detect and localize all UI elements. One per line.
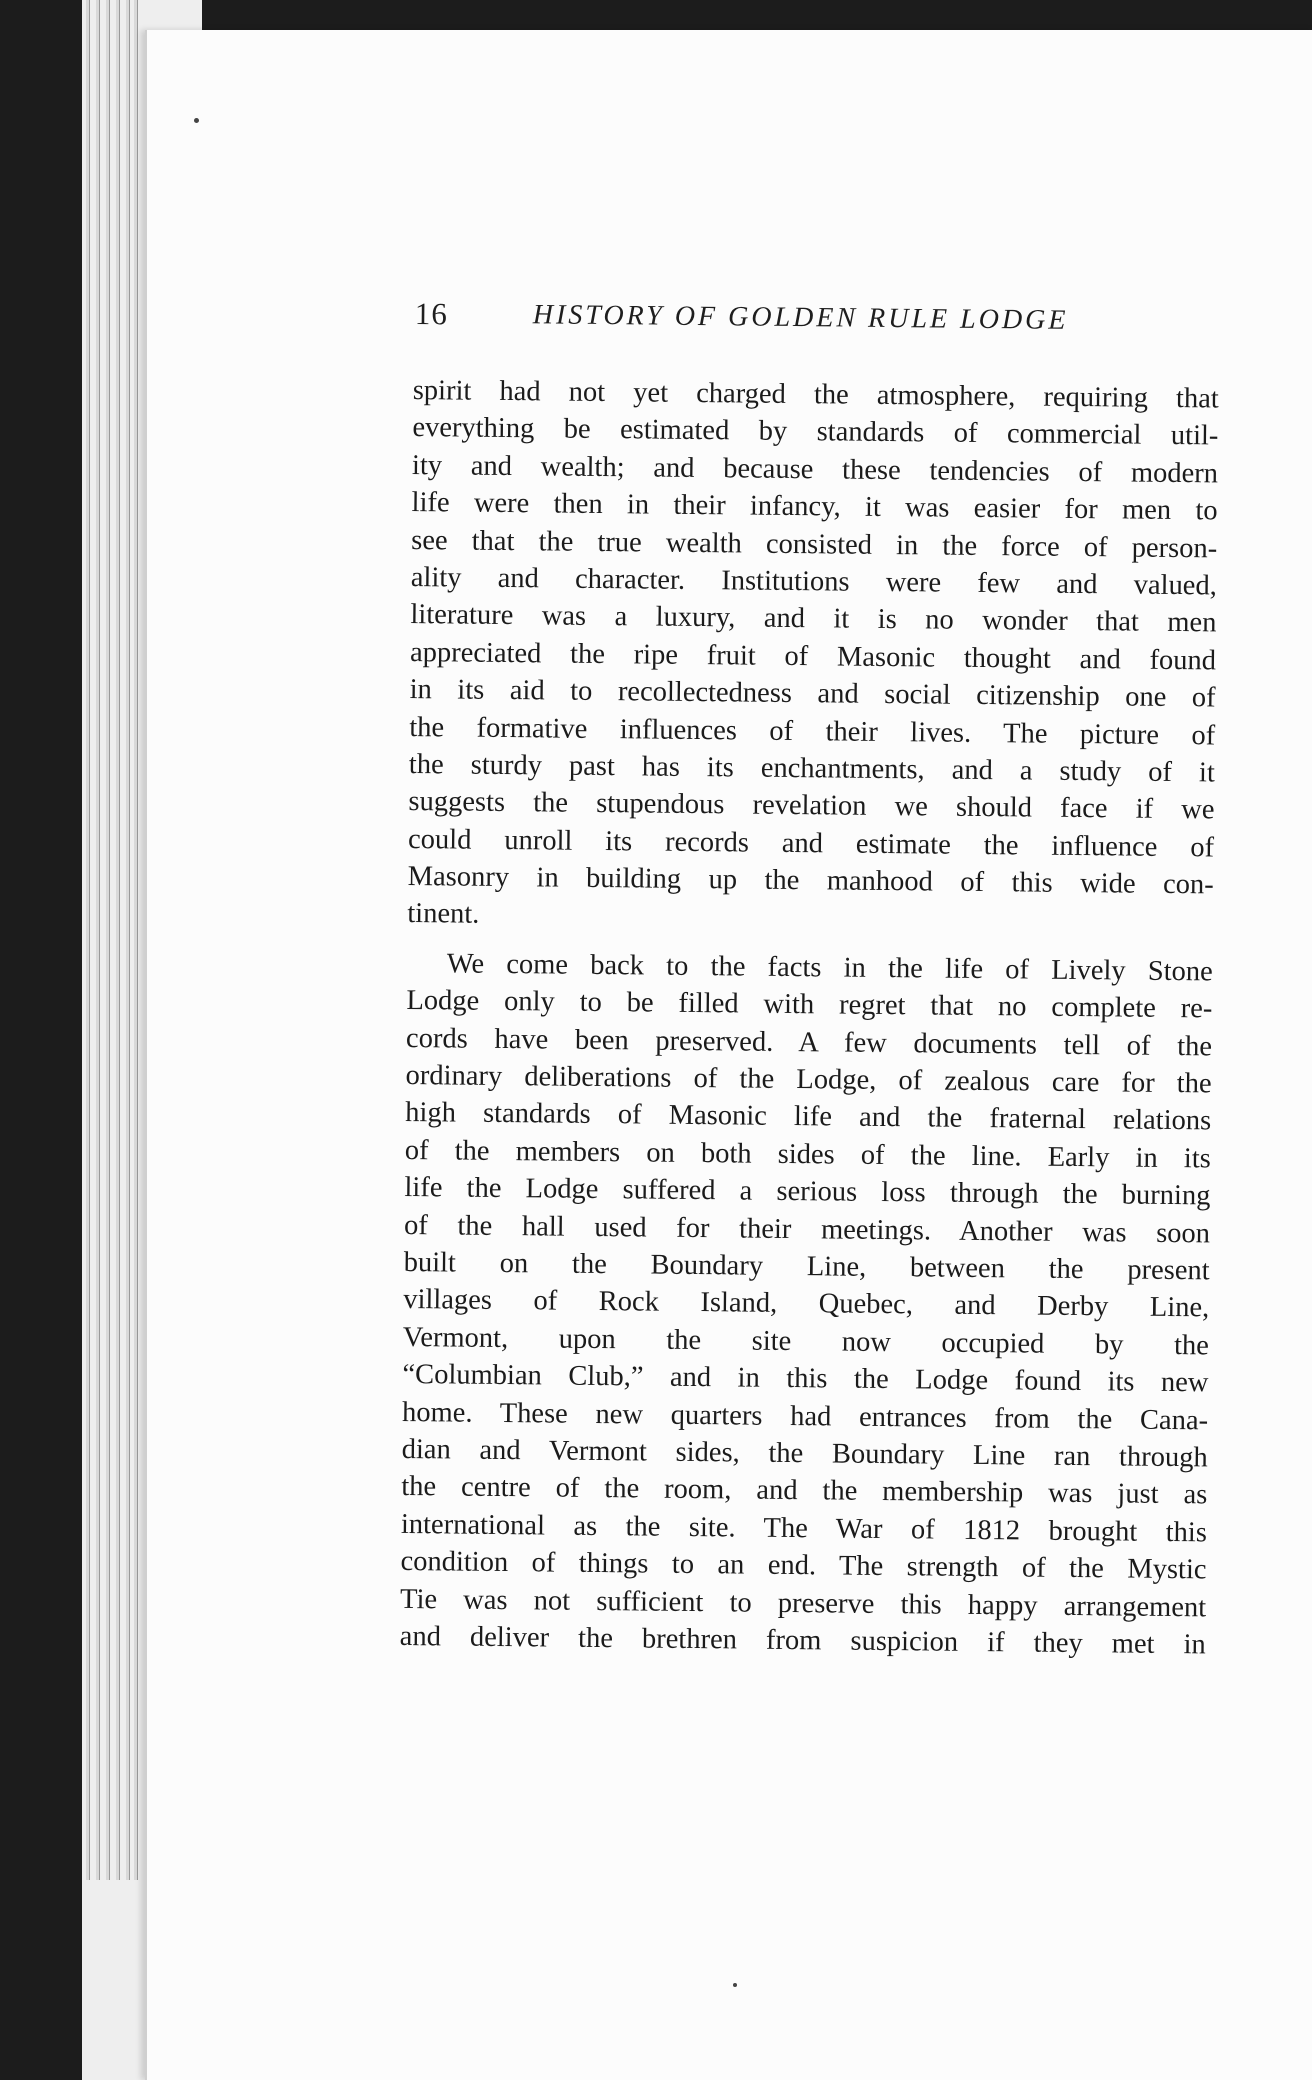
text-line: villages of Rock Island, Quebec, and Derby Line, (403, 1284, 1210, 1324)
dust-speck (733, 1983, 737, 1987)
text-line: Lodge only to be filled with regret that no complete re- (406, 985, 1213, 1025)
page-edge-line (86, 0, 90, 1880)
text-line: the centre of the room, and the membership was just as (401, 1471, 1208, 1511)
dust-speck (194, 118, 199, 123)
page-edge-line (116, 0, 120, 1880)
page-edge-line (106, 0, 110, 1880)
body-text (400, 372, 1219, 1664)
text-line: Tie was not sufficient to preserve this happy arrangement (399, 1583, 1207, 1623)
paragraph (407, 372, 1219, 941)
text-line: of the members on both sides of the line. Early in its (404, 1134, 1211, 1175)
text-line: the sturdy past has its enchantments, and a study of it (408, 748, 1216, 789)
text-line: Vermont, upon the site now occupied by the (402, 1321, 1210, 1362)
page-number: 16 (414, 296, 448, 332)
page-edge-line (96, 0, 100, 1880)
text-line: of the hall used for their meetings. Another was soon (403, 1209, 1211, 1249)
text-line: everything be estimated by standards of commercial util- (412, 412, 1219, 452)
text-line: ordinary deliberations of the Lodge, of zealous care for the (405, 1059, 1212, 1100)
text-line: spirit had not yet charged the atmosphere, requiring that (412, 374, 1219, 415)
paragraph (400, 945, 1213, 1664)
text-line: could unroll its records and estimate the influence of (407, 823, 1215, 864)
text-line: high standards of Masonic life and the fraternal relations (405, 1097, 1212, 1137)
text-line: dian and Vermont sides, the Boundary Line ran through (401, 1433, 1208, 1474)
text-line: life the Lodge suffered a serious loss through the burning (404, 1172, 1211, 1212)
text-line: tinent. (407, 898, 480, 931)
text-line: home. These new quarters had entrances from the Cana- (401, 1396, 1209, 1436)
text-line: suggests the stupendous revelation we should face if we (408, 786, 1215, 826)
page-edge-line (134, 0, 138, 1880)
text-line: built on the Boundary Line, between the present (403, 1246, 1210, 1287)
text-line: condition of things to an end. The strength of the Mystic (400, 1546, 1207, 1586)
text-line: appreciated the ripe fruit of Masonic thought and found (409, 636, 1217, 677)
running-head (414, 296, 1114, 353)
text-line: “Columbian Club,” and in this the Lodge found its new (402, 1359, 1209, 1399)
text-line: ity and wealth; and because these tendencies of modern (411, 449, 1219, 490)
text-line: literature was a luxury, and it is no wonder that men (410, 599, 1217, 639)
text-line: cords have been preserved. A few documents tell of the (405, 1022, 1213, 1063)
running-title: HISTORY OF GOLDEN RULE LODGE (532, 299, 1069, 336)
text-line: international as the site. The War of 1812 brought this (400, 1508, 1208, 1549)
page-edge-line (126, 0, 130, 1880)
text-line: the formative influences of their lives. The picture of (409, 711, 1216, 751)
text-line: ality and character. Institutions were few and valued, (410, 561, 1217, 602)
text-line: and deliver the brethren from suspicion if they met in (399, 1620, 1206, 1661)
text-line: life were then in their infancy, it was easier for men to (411, 487, 1218, 527)
text-line: We come back to the facts in the life of Lively Stone (446, 948, 1213, 988)
text-line: see that the true wealth consisted in the force of person- (411, 524, 1218, 564)
text-line: Masonry in building up the manhood of this wide con- (407, 861, 1214, 901)
text-line: in its aid to recollectedness and social citizenship one of (409, 674, 1216, 714)
